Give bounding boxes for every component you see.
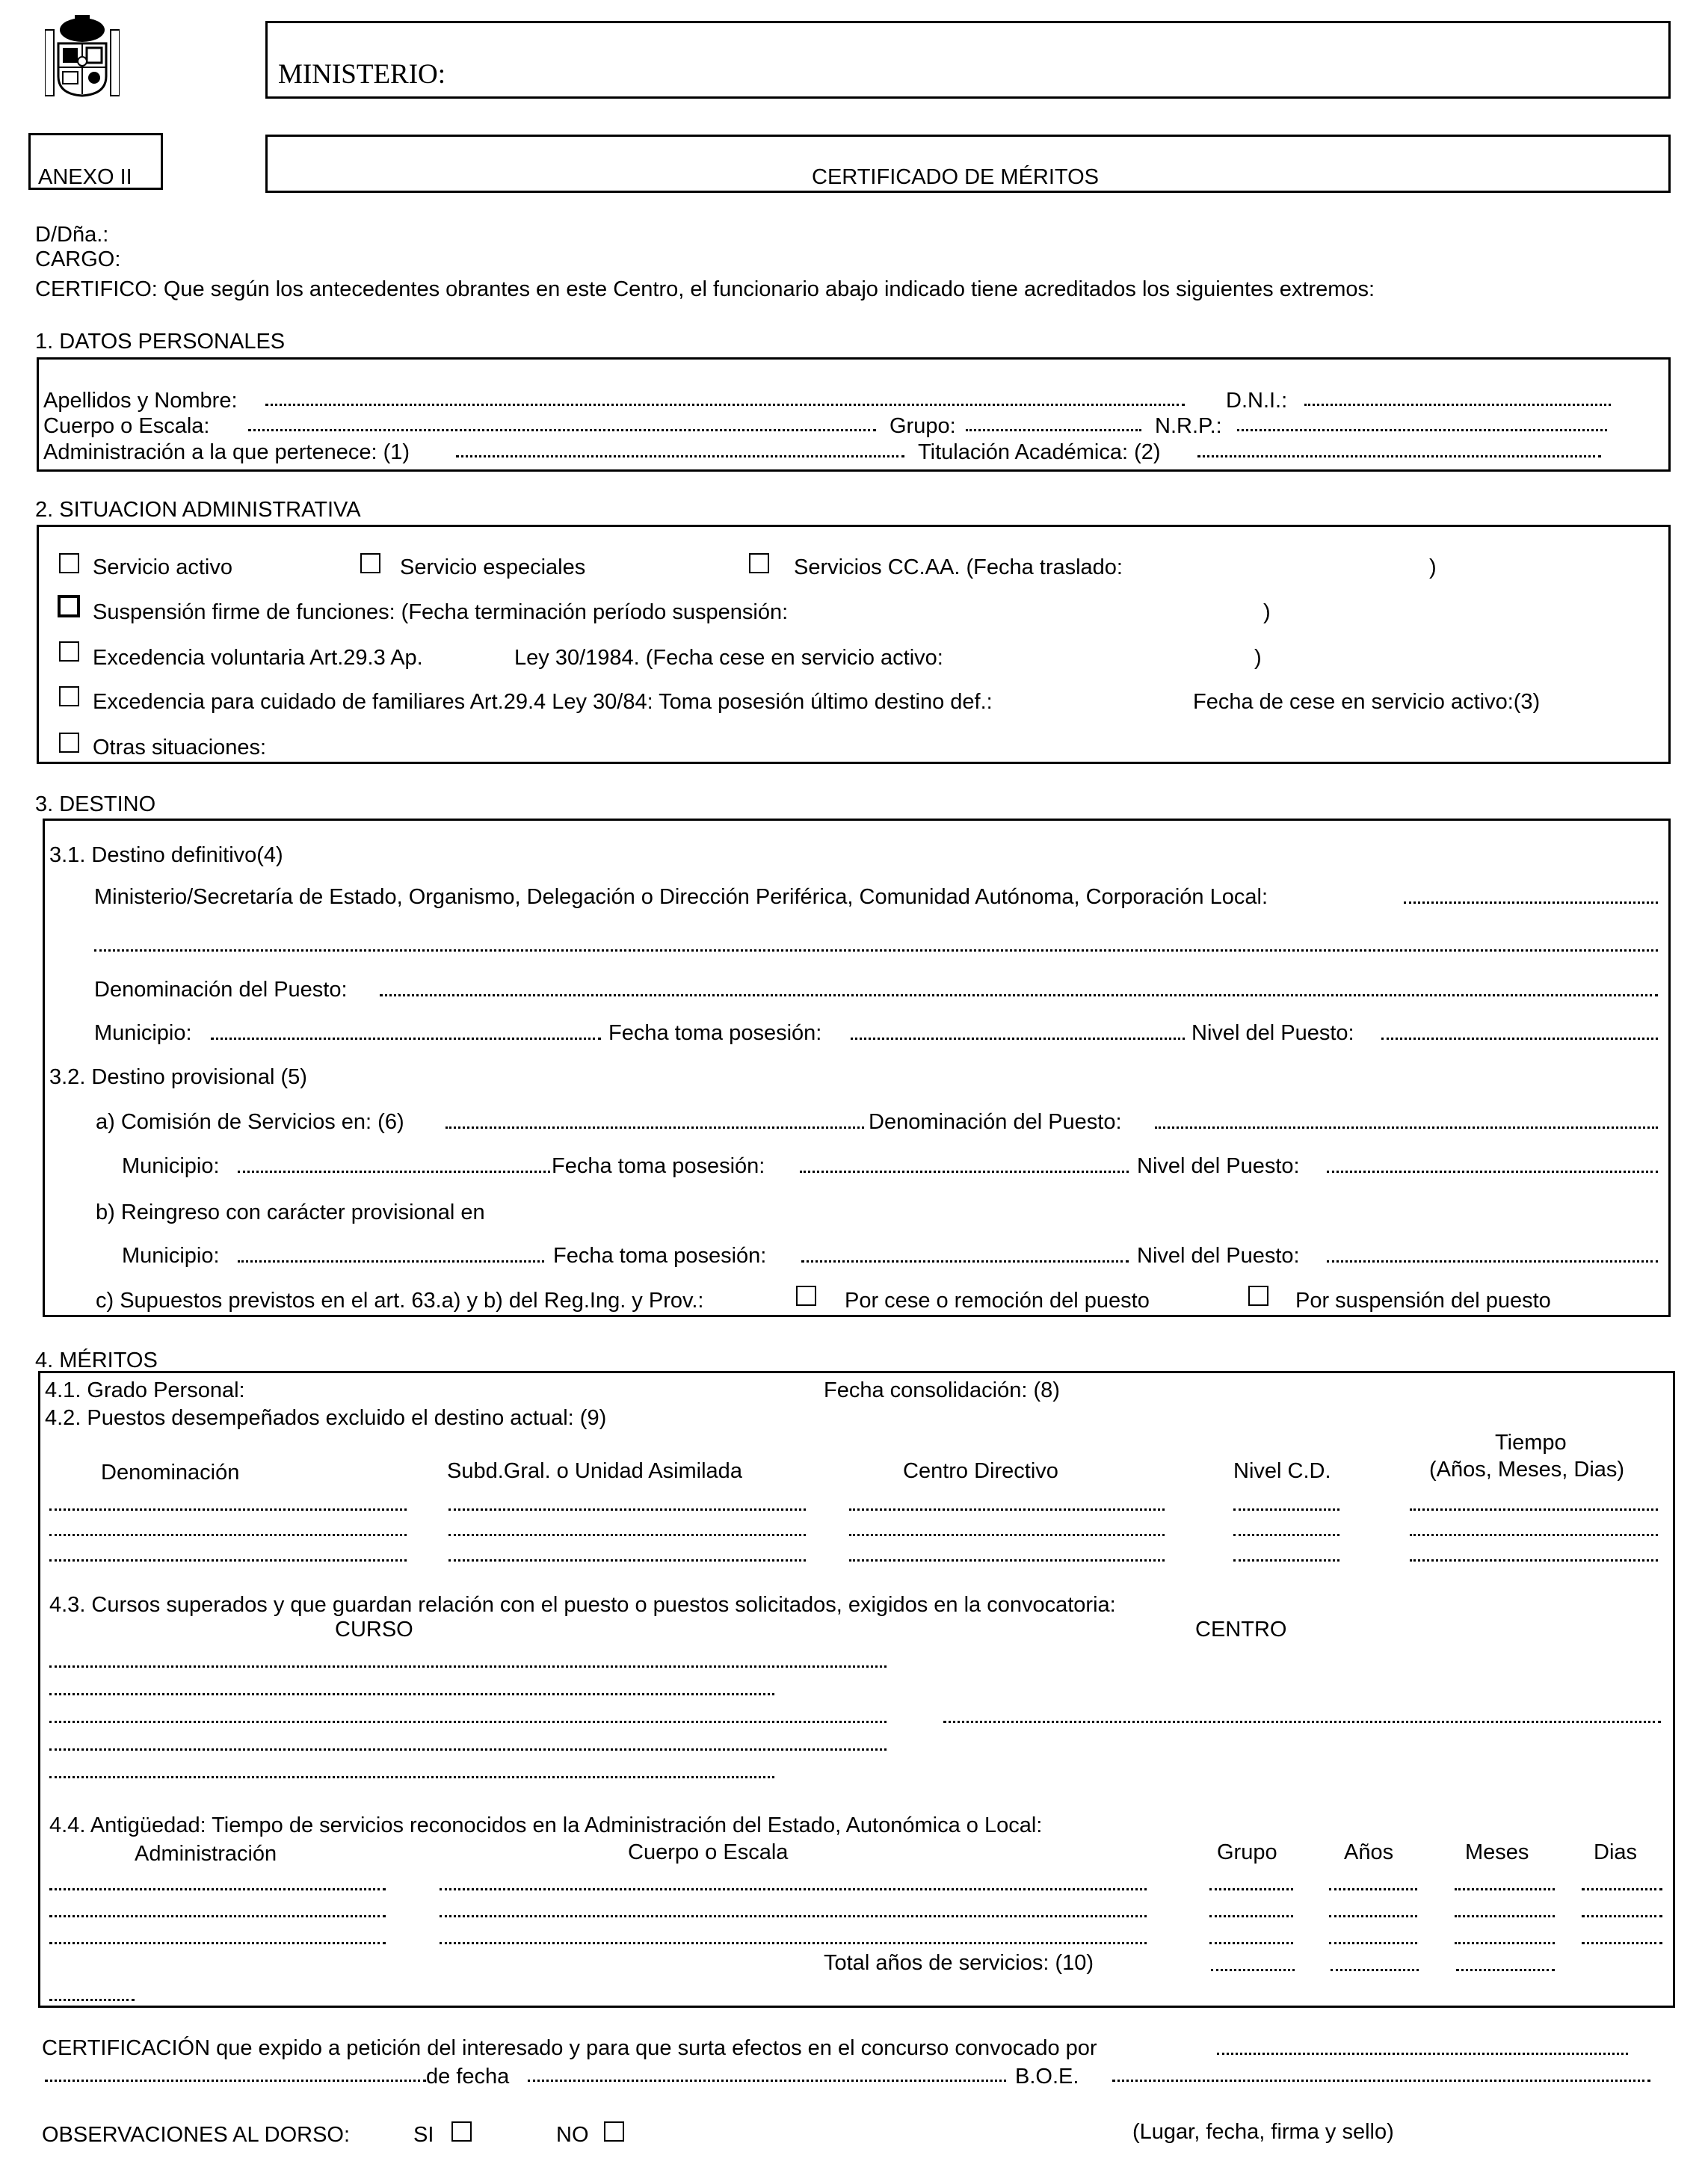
centro-header: CENTRO — [1195, 1618, 1287, 1642]
antiguedad-header-meses: Meses — [1465, 1840, 1529, 1864]
cese-remocion-checkbox[interactable] — [796, 1286, 816, 1306]
antiguedad-row-1-dias[interactable] — [1582, 1888, 1662, 1890]
puestos-header-nivel: Nivel C.D. — [1233, 1459, 1331, 1483]
antiguedad-row-2-meses[interactable] — [1455, 1915, 1555, 1917]
puestos-row-2-subd[interactable] — [448, 1534, 806, 1536]
antiguedad-header-cuerpo: Cuerpo o Escala — [628, 1840, 789, 1864]
puestos-row-3-nivel[interactable] — [1233, 1559, 1339, 1562]
puestos-row-1-centro[interactable] — [849, 1508, 1165, 1511]
excedencia-cuidado-checkbox[interactable] — [59, 686, 79, 706]
antiguedad-row-1-cuerpo[interactable] — [440, 1888, 1147, 1890]
total-grupo-field[interactable] — [1211, 1969, 1295, 1971]
antiguedad-row-2-anos[interactable] — [1329, 1915, 1417, 1917]
puestos-label: 4.2. Puestos desempeñados excluido el destino actual: (9) — [45, 1406, 607, 1430]
firma-label: (Lugar, fecha, firma y sello) — [1132, 2120, 1394, 2144]
fecha-toma-label: Fecha toma posesión: — [608, 1021, 822, 1045]
fecha-toma3-label: Fecha toma posesión: — [553, 1244, 767, 1268]
grado-label: 4.1. Grado Personal: — [45, 1378, 245, 1402]
antiguedad-label: 4.4. Antigüedad: Tiempo de servicios reconocidos en la Administración del Estado, Autonómica o Local: — [49, 1813, 1043, 1837]
antiguedad-row-3-administracion[interactable] — [49, 1942, 386, 1944]
administracion-field[interactable] — [456, 455, 904, 457]
otras-situaciones-label: Otras situaciones: — [93, 736, 267, 759]
municipio3-label: Municipio: — [122, 1244, 220, 1268]
nrp-label: N.R.P.: — [1155, 414, 1222, 438]
ministerio-organismo-field[interactable] — [1404, 901, 1658, 904]
suspension-checkbox[interactable] — [58, 595, 80, 617]
municipio-field[interactable] — [211, 1038, 601, 1040]
puestos-row-3-subd[interactable] — [448, 1559, 806, 1562]
otras-situaciones-checkbox[interactable] — [59, 733, 79, 753]
suspension-puesto-label: Por suspensión del puesto — [1295, 1289, 1551, 1313]
nivel2-field[interactable] — [1327, 1171, 1658, 1173]
cuerpo-label: Cuerpo o Escala: — [43, 414, 210, 438]
puestos-row-2-denominacion[interactable] — [49, 1534, 407, 1536]
suspension-label: Suspensión firme de funciones: (Fecha terminación período suspensión: — [93, 600, 789, 624]
servicio-activo-label: Servicio activo — [93, 555, 232, 579]
antiguedad-row-1-meses[interactable] — [1455, 1888, 1555, 1890]
excedencia-voluntaria-checkbox[interactable] — [59, 641, 79, 662]
antiguedad-row-1-grupo[interactable] — [1209, 1888, 1293, 1890]
antiguedad-header-administracion: Administración — [135, 1842, 277, 1866]
cursos-label: 4.3. Cursos superados y que guardan relación con el puesto o puestos solicitados, exigidos en la convocatoria: — [49, 1593, 1116, 1617]
curso-field-1[interactable] — [49, 1665, 887, 1668]
spain-coat-of-arms-icon — [45, 13, 120, 97]
fecha-consolidacion-label: Fecha consolidación: (8) — [824, 1378, 1060, 1402]
servicios-ccaa-label: Servicios CC.AA. (Fecha traslado: — [794, 555, 1123, 579]
dni-label: D.N.I.: — [1226, 389, 1288, 413]
comision-field[interactable] — [446, 1126, 864, 1129]
de-fecha-label: de fecha — [426, 2065, 510, 2089]
servicios-ccaa-checkbox[interactable] — [749, 553, 769, 573]
fecha-cese-label: Fecha de cese en servicio activo:(3) — [1193, 690, 1541, 714]
destino-provisional-heading: 3.2. Destino provisional (5) — [49, 1065, 307, 1089]
antiguedad-row-3-grupo[interactable] — [1209, 1942, 1293, 1944]
antiguedad-header-grupo: Grupo — [1217, 1840, 1277, 1864]
fecha-toma2-label: Fecha toma posesión: — [552, 1154, 765, 1178]
antiguedad-row-1-anos[interactable] — [1329, 1888, 1417, 1890]
excedencia-voluntaria-close: ) — [1254, 646, 1262, 670]
situacion-heading: 2. SITUACION ADMINISTRATIVA — [35, 498, 361, 522]
page-title: CERTIFICADO DE MÉRITOS — [812, 165, 1100, 189]
puestos-row-3-centro[interactable] — [849, 1559, 1165, 1562]
cese-remocion-label: Por cese o remoción del puesto — [845, 1289, 1150, 1313]
antiguedad-header-dias: Dias — [1594, 1840, 1638, 1864]
puestos-row-2-centro[interactable] — [849, 1534, 1165, 1536]
nivel2-label: Nivel del Puesto: — [1137, 1154, 1300, 1178]
fecha-toma-field[interactable] — [851, 1038, 1185, 1040]
nrp-field[interactable] — [1237, 429, 1607, 431]
nivel-label: Nivel del Puesto: — [1191, 1021, 1354, 1045]
puestos-header-subd: Subd.Gral. o Unidad Asimilada — [447, 1459, 742, 1483]
titulacion-label: Titulación Académica: (2) — [918, 440, 1161, 464]
supuestos-label: c) Supuestos previstos en el art. 63.a) y b) del Reg.Ing. y Prov.: — [96, 1289, 704, 1313]
dni-field[interactable] — [1304, 404, 1611, 406]
observaciones-no-checkbox[interactable] — [604, 2121, 624, 2142]
puestos-row-1-tiempo[interactable] — [1410, 1508, 1658, 1511]
de-fecha-field[interactable] — [528, 2080, 1006, 2082]
certificacion-text: CERTIFICACIÓN que expido a petición del interesado y para que surta efectos en el concurso convocado por — [42, 2036, 1097, 2060]
antiguedad-header-anos: Años — [1344, 1840, 1394, 1864]
total-meses-field[interactable] — [1456, 1969, 1555, 1971]
fecha-toma2-field[interactable] — [800, 1171, 1129, 1173]
convocatoria-field[interactable] — [45, 2080, 426, 2082]
curso-field-2[interactable] — [49, 1693, 774, 1695]
ministerio-box — [265, 21, 1671, 99]
convocado-por-field[interactable] — [1217, 2053, 1628, 2055]
total-extra-field[interactable] — [49, 1999, 135, 2001]
reingreso-label: b) Reingreso con carácter provisional en — [96, 1200, 485, 1224]
destino-definitivo-heading: 3.1. Destino definitivo(4) — [49, 843, 283, 867]
denominacion-label: Denominación del Puesto: — [94, 978, 348, 1002]
apellidos-field[interactable] — [265, 404, 1185, 406]
antiguedad-row-1-administracion[interactable] — [49, 1888, 386, 1890]
antiguedad-row-3-meses[interactable] — [1455, 1942, 1555, 1944]
suspension-close: ) — [1263, 600, 1271, 624]
si-label: SI — [413, 2123, 434, 2147]
grupo-label: Grupo: — [890, 414, 956, 438]
fecha-toma3-field[interactable] — [801, 1260, 1129, 1263]
anexo-box — [28, 133, 163, 190]
titulacion-field[interactable] — [1197, 455, 1601, 457]
puestos-row-1-denominacion[interactable] — [49, 1508, 407, 1511]
servicios-ccaa-close: ) — [1429, 555, 1437, 579]
title-box — [265, 135, 1671, 193]
excedencia-cuidado-label: Excedencia para cuidado de familiares Art.29.4 Ley 30/84: Toma posesión último destino def.: — [93, 690, 993, 714]
curso-header: CURSO — [335, 1618, 413, 1642]
antiguedad-row-3-dias[interactable] — [1582, 1942, 1662, 1944]
servicio-especiales-label: Servicio especiales — [400, 555, 586, 579]
municipio2-label: Municipio: — [122, 1154, 220, 1178]
antiguedad-row-2-administracion[interactable] — [49, 1915, 386, 1917]
puestos-row-2-tiempo[interactable] — [1410, 1534, 1658, 1536]
puestos-header-denominacion: Denominación — [101, 1461, 240, 1485]
curso-field-3[interactable] — [49, 1721, 887, 1723]
antiguedad-row-2-grupo[interactable] — [1209, 1915, 1293, 1917]
observaciones-label: OBSERVACIONES AL DORSO: — [42, 2123, 351, 2147]
comision-label: a) Comisión de Servicios en: (6) — [96, 1110, 404, 1134]
excedencia-voluntaria-ley: Ley 30/1984. (Fecha cese en servicio activo: — [514, 646, 943, 670]
puestos-row-2-nivel[interactable] — [1233, 1534, 1339, 1536]
curso-field-5[interactable] — [49, 1776, 774, 1778]
nivel3-field[interactable] — [1327, 1260, 1658, 1263]
total-anos-field[interactable] — [1331, 1969, 1419, 1971]
total-label: Total años de servicios: (10) — [824, 1951, 1094, 1975]
denominacion-field[interactable] — [380, 994, 1658, 996]
excedencia-voluntaria-label: Excedencia voluntaria Art.29.3 Ap. — [93, 646, 423, 670]
meritos-heading: 4. MÉRITOS — [35, 1349, 158, 1372]
administracion-label: Administración a la que pertenece: (1) — [43, 440, 410, 464]
datos-personales-heading: 1. DATOS PERSONALES — [35, 330, 286, 354]
curso-field-4[interactable] — [49, 1748, 887, 1751]
suspension-puesto-checkbox[interactable] — [1248, 1286, 1268, 1306]
puestos-header-tiempo-detail: (Años, Meses, Dias) — [1429, 1458, 1625, 1482]
ministerio-organismo-field-2[interactable] — [94, 949, 1658, 952]
nivel3-label: Nivel del Puesto: — [1137, 1244, 1300, 1268]
servicio-especiales-checkbox[interactable] — [360, 553, 380, 573]
comision-denominacion-label: Denominación del Puesto: — [869, 1110, 1122, 1134]
servicio-activo-checkbox[interactable] — [59, 553, 79, 573]
apellidos-label: Apellidos y Nombre: — [43, 389, 238, 413]
observaciones-si-checkbox[interactable] — [451, 2121, 472, 2142]
puestos-row-3-denominacion[interactable] — [49, 1559, 407, 1562]
grupo-field[interactable] — [966, 429, 1141, 431]
boe-field[interactable] — [1112, 2080, 1650, 2082]
boe-label: B.O.E. — [1015, 2065, 1079, 2089]
ministerio-line-label: Ministerio/Secretaría de Estado, Organismo, Delegación o Dirección Periférica, Comunidad Autónoma, Corporación Local: — [94, 885, 1268, 909]
puestos-row-1-nivel[interactable] — [1233, 1508, 1339, 1511]
centro-field[interactable] — [943, 1721, 1661, 1723]
municipio3-field[interactable] — [238, 1260, 544, 1263]
ministerio-label: MINISTERIO: — [278, 59, 446, 90]
nivel-field[interactable] — [1381, 1038, 1658, 1040]
municipio-label: Municipio: — [94, 1021, 192, 1045]
dona-label: D/Dña.: — [35, 223, 109, 247]
puestos-header-centro: Centro Directivo — [903, 1459, 1058, 1483]
cargo-label: CARGO: — [35, 247, 121, 271]
no-label: NO — [556, 2123, 589, 2147]
certifico-text: CERTIFICO: Que según los antecedentes obrantes en este Centro, el funcionario abajo indicado tiene acreditados los siguientes extremos: — [35, 277, 1375, 301]
destino-heading: 3. DESTINO — [35, 792, 156, 816]
puestos-row-3-tiempo[interactable] — [1410, 1559, 1658, 1562]
antiguedad-row-3-anos[interactable] — [1329, 1942, 1417, 1944]
antiguedad-row-2-cuerpo[interactable] — [440, 1915, 1147, 1917]
puestos-row-1-subd[interactable] — [448, 1508, 806, 1511]
cuerpo-field[interactable] — [248, 429, 876, 431]
puestos-header-tiempo: Tiempo — [1495, 1431, 1567, 1455]
antiguedad-row-3-cuerpo[interactable] — [440, 1942, 1147, 1944]
anexo-label: ANEXO II — [38, 165, 132, 189]
comision-denominacion-field[interactable] — [1155, 1126, 1658, 1129]
municipio2-field[interactable] — [238, 1171, 550, 1173]
antiguedad-row-2-dias[interactable] — [1582, 1915, 1662, 1917]
